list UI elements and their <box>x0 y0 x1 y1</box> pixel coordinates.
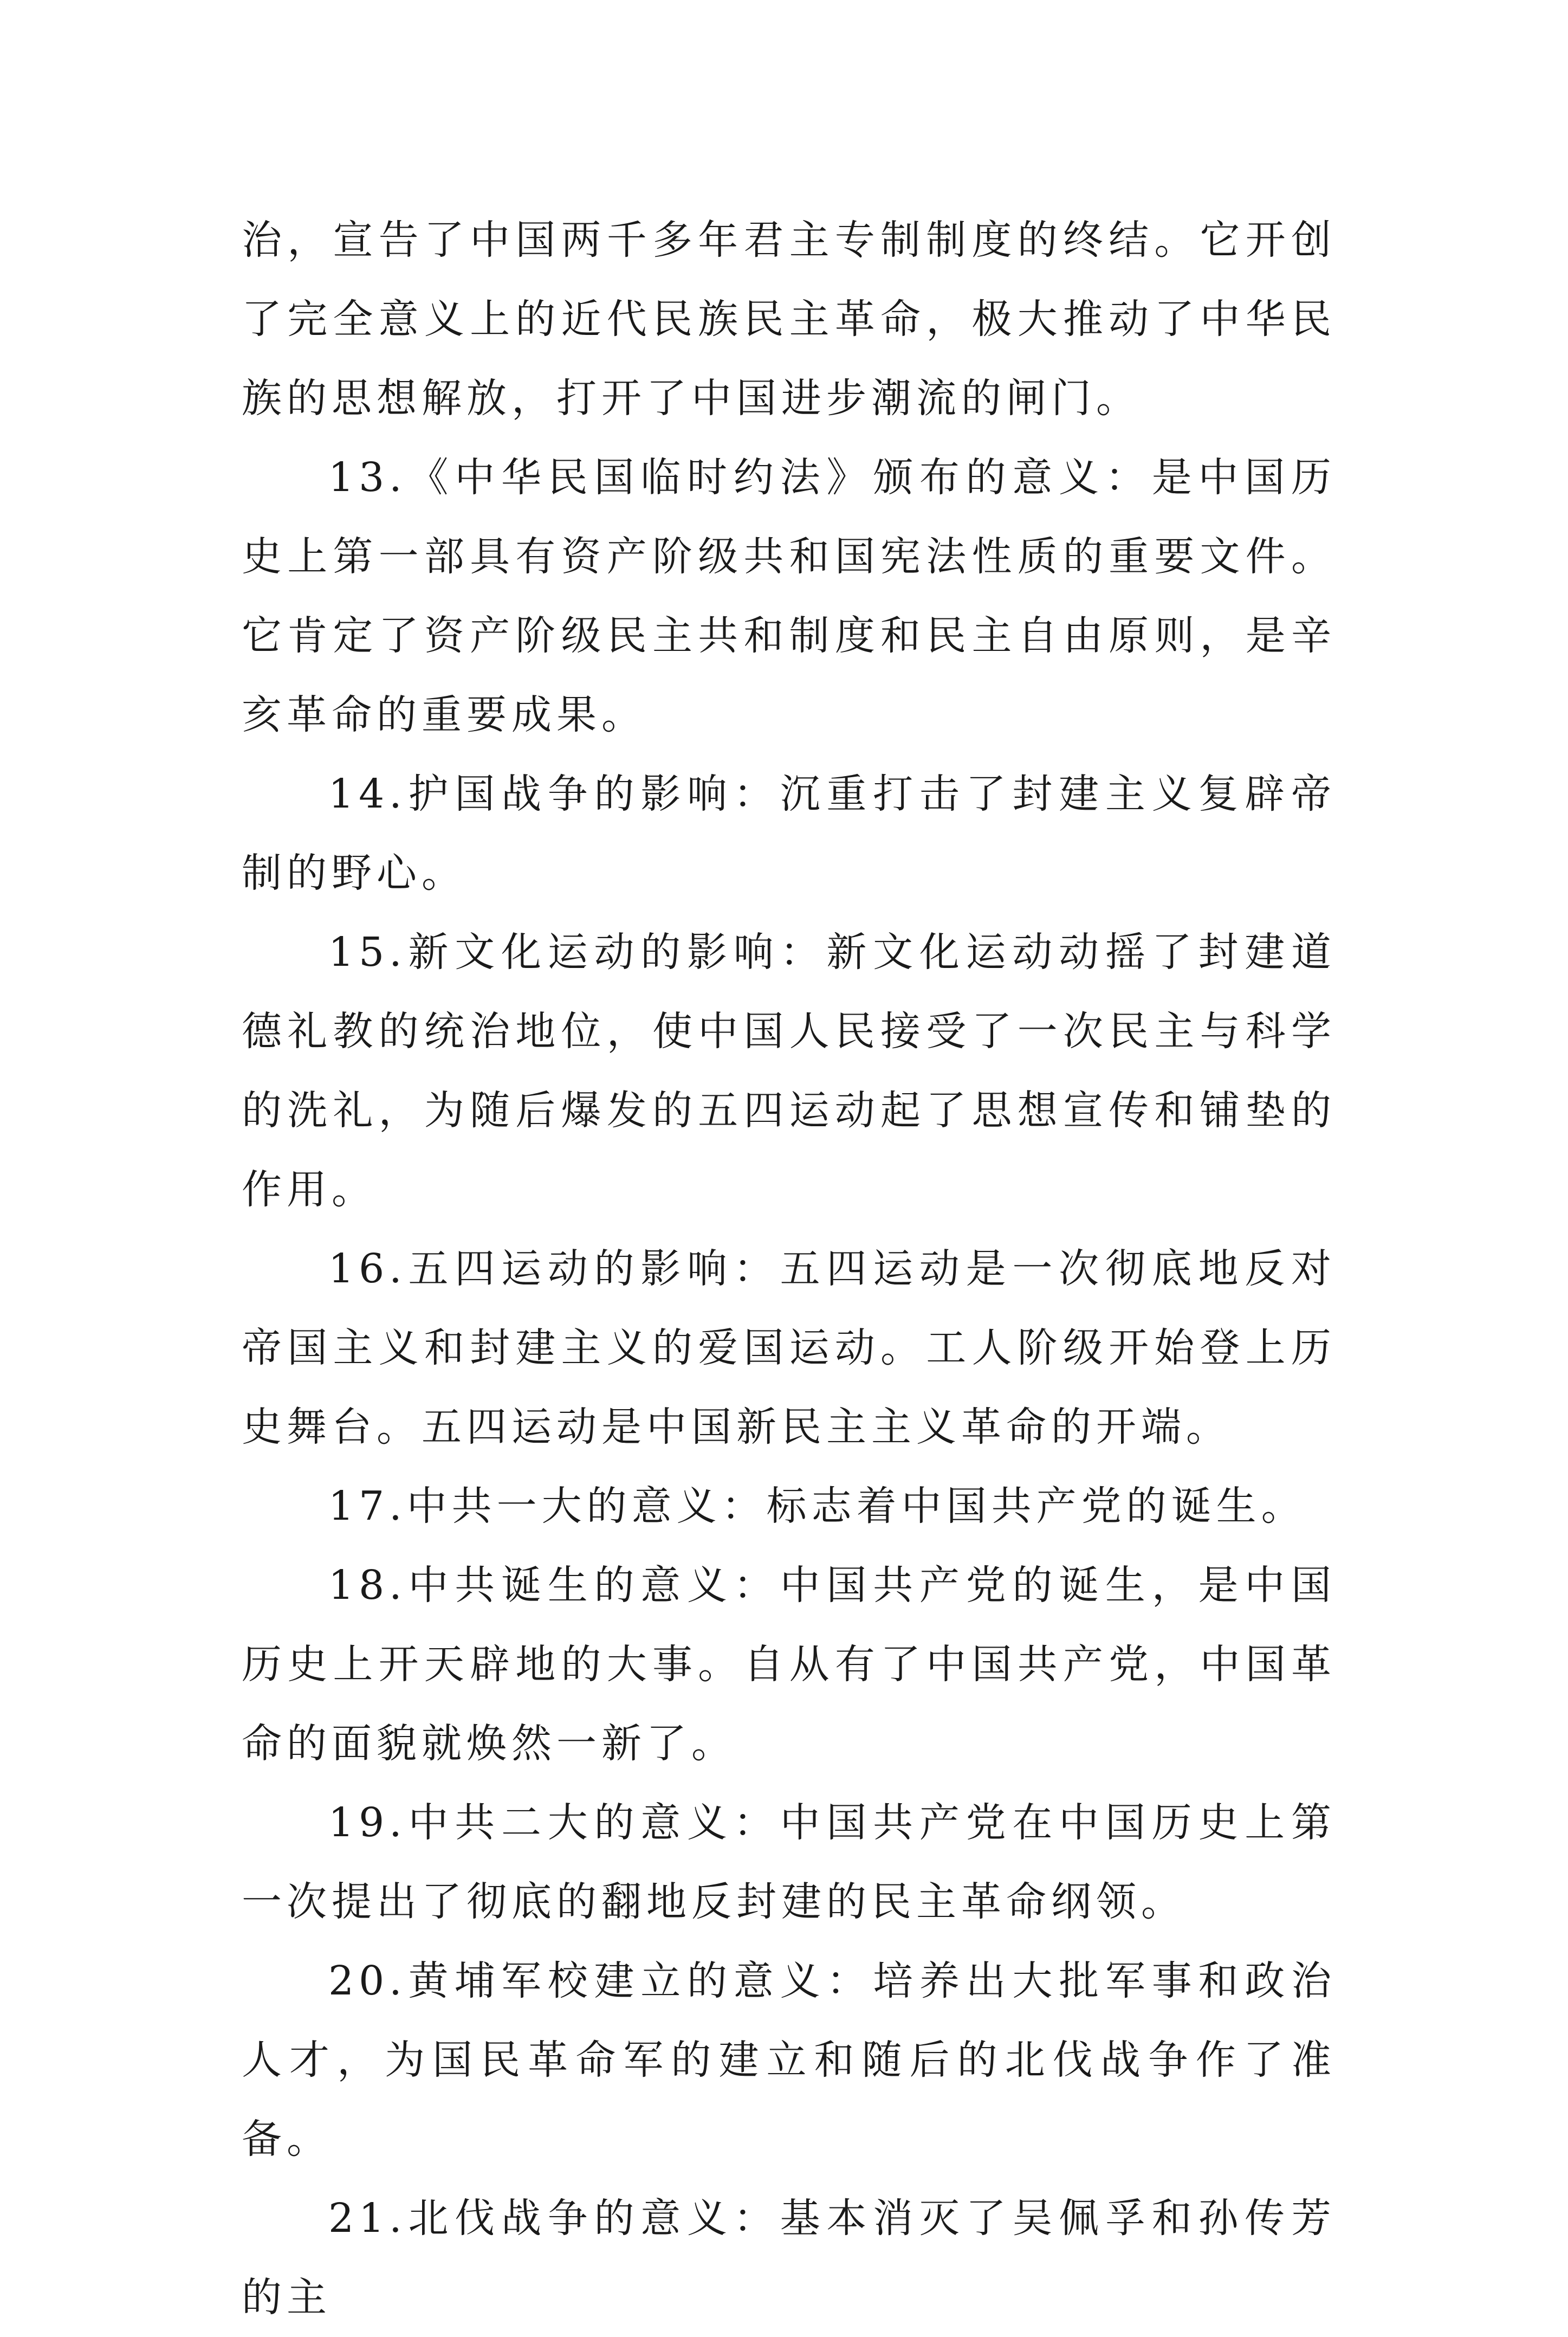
paragraph-item-19: 19.中共二大的意义：中国共产党在中国历史上第一次提出了彻底的翻地反封建的民主革命纲领。 <box>242 1799 1336 1925</box>
paragraph-item-14: 14.护国战争的影响：沉重打击了封建主义复辟帝制的野心。 <box>242 771 1336 896</box>
paragraph-item-21: 21.北伐战争的意义：基本消灭了吴佩孚和孙传芳的主 <box>242 2195 1336 2321</box>
paragraph-item-15: 15.新文化运动的影响：新文化运动动摇了封建道德礼教的统治地位，使中国人民接受了一次民主与科学的洗礼，为随后爆发的五四运动起了思想宣传和铺垫的作用。 <box>242 929 1336 1213</box>
paragraph-item-16: 16.五四运动的影响：五四运动是一次彻底地反对帝国主义和封建主义的爱国运动。工人阶级开始登上历史舞台。五四运动是中国新民主主义革命的开端。 <box>242 1245 1336 1450</box>
paragraph-item-18: 18.中共诞生的意义：中国共产党的诞生，是中国历史上开天辟地的大事。自从有了中国共产党，中国革命的面貌就焕然一新了。 <box>242 1562 1336 1767</box>
paragraph-item-20: 20.黄埔军校建立的意义：培养出大批军事和政治人才，为国民革命军的建立和随后的北伐战争作了准备。 <box>242 1958 1336 2162</box>
paragraph-item-17: 17.中共一大的意义：标志着中国共产党的诞生。 <box>328 1483 1306 1529</box>
paragraph-continuation: 治，宣告了中国两千多年君主专制制度的终结。它开创了完全意义上的近代民族民主革命，极大推动了中华民族的思想解放，打开了中国进步潮流的闸门。 <box>242 217 1336 422</box>
paragraph-item-13: 13.《中华民国临时约法》颁布的意义：是中国历史上第一部具有资产阶级共和国宪法性质的重要文件。它肯定了资产阶级民主共和制度和民主自由原则，是辛亥革命的重要成果。 <box>242 454 1336 738</box>
document-page <box>242 201 1336 2337</box>
